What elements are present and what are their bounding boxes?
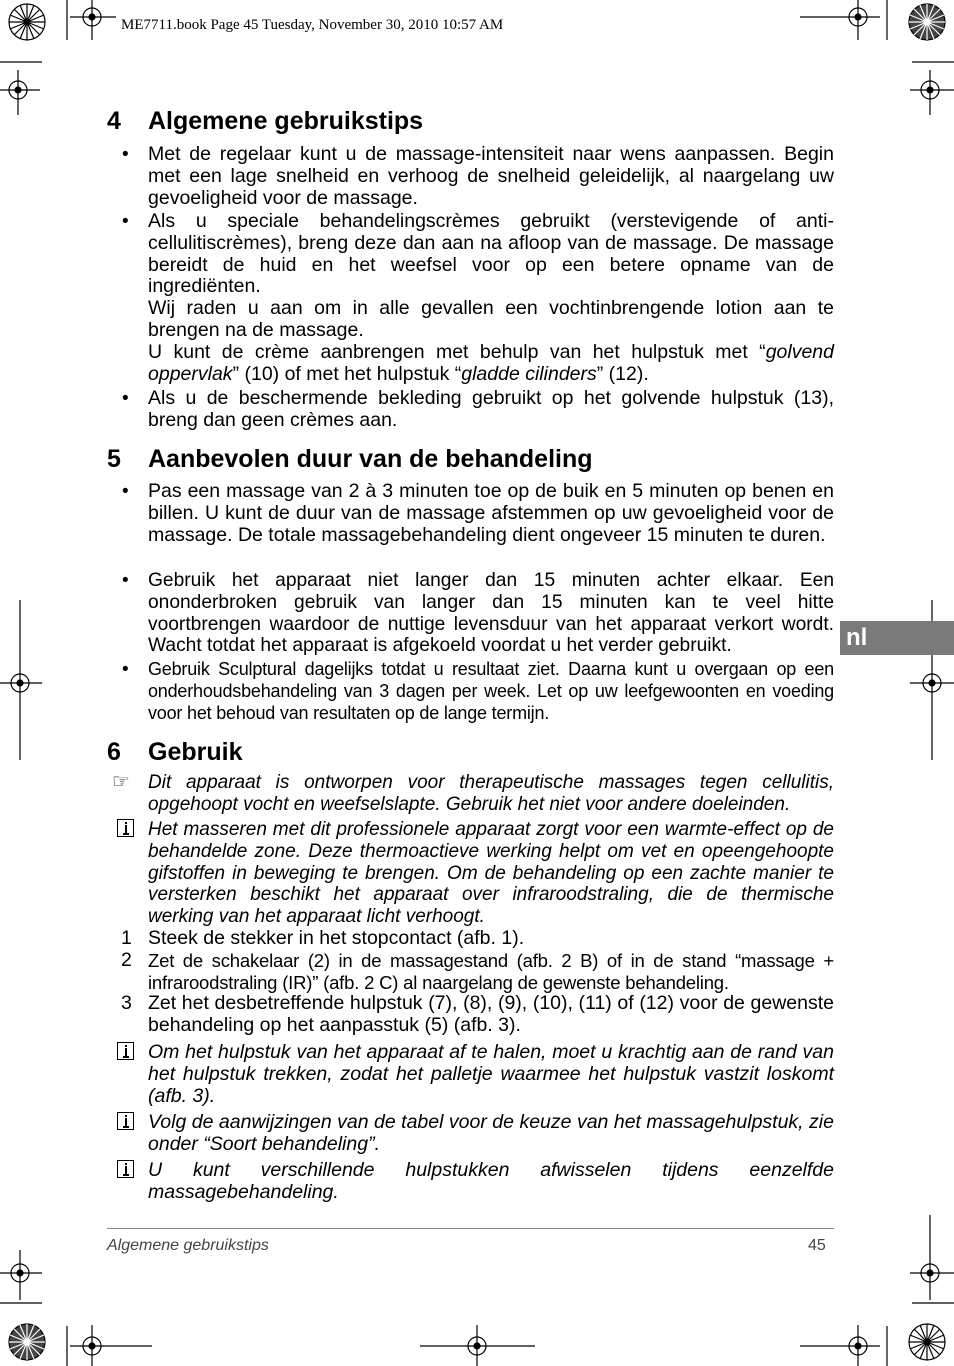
footer-divider (107, 1228, 834, 1229)
section-number: 5 (107, 445, 121, 473)
info-icon (117, 819, 134, 837)
warning-text: Dit apparaat is ontworpen voor therapeutische massages tegen cellulitis, opgehoopt vocht en weefselslapte. Gebruik het niet voor andere doeleinden. (148, 772, 834, 815)
page-number: 45 (808, 1237, 826, 1254)
italic-term: golvend oppervlak (148, 341, 834, 385)
language-tab: nl (840, 621, 954, 655)
footer-section-title: Algemene gebruikstips (107, 1237, 269, 1254)
section-title: Algemene gebruikstips (148, 107, 424, 135)
text-run: U kunt de crème aanbrengen met behulp van het hulpstuk met “ (148, 341, 766, 363)
section-number: 4 (107, 107, 121, 135)
crosshair-target-right-3 (910, 1215, 954, 1300)
crosshair-target-left-3 (0, 1250, 42, 1300)
step-number: 3 (121, 992, 132, 1014)
pointing-hand-icon: ☞ (112, 771, 130, 793)
crosshair-target-left-2 (0, 600, 42, 760)
paragraph (148, 342, 834, 386)
step-text: Steek de stekker in het stopcontact (afb. 1). (148, 927, 525, 949)
paragraph: Gebruik Sculptural dagelijks totdat u resultaat ziet. Daarna kunt u overgaan op een onderhoudsbehandeling van 3 dagen per week. Let op uw leefgewoonten en voeding voor het behoud van resultaten op de lange termijn. (148, 659, 834, 723)
section-heading-4 (107, 107, 423, 135)
bullet-icon: • (122, 659, 129, 680)
crosshair-target-top-2 (800, 0, 880, 40)
step-number: 1 (121, 927, 132, 949)
crosshair-target-right-1 (910, 70, 954, 115)
step-text: Zet de schakelaar (2) in de massagestand (afb. 2 B) of in de stand “massage + infraroodstraling (IR)” (afb. 2 C) al naargelang de gewenste behandeling. (148, 950, 834, 993)
bullet-icon: • (122, 211, 129, 232)
print-header: ME7711.book Page 45 Tuesday, November 30, 2010 10:57 AM (121, 17, 504, 33)
paragraph: Pas een massage van 2 à 3 minuten toe op de buik en 5 minuten op benen en billen. U kunt de duur van de massage afstemmen op uw gevoeligheid voor de massage. De totale massagebehandeling dient ongeveer 15 minuten te duren. (148, 480, 834, 546)
registration-starburst-bottom-left (9, 1324, 45, 1360)
bullet-icon: • (122, 481, 129, 502)
note-text: Het masseren met dit professionele apparaat zorgt voor een warmte-effect op de behandelde zone. Deze thermoactieve werking helpt om vet en opeengehoopte gifstoffen in beweging te brengen. Om de behandeling op een zachte manier te versterken beschikt het apparaat over infraroodstraling, die de thermische werking van het apparaat licht verhoogt. (148, 819, 834, 928)
step-number: 2 (121, 949, 132, 971)
crosshair-target-top-1 (70, 0, 116, 40)
registration-starburst-top-left (9, 4, 45, 40)
paragraph: Met de regelaar kunt u de massage-intensiteit naar wens aanpassen. Begin met een lage snelheid en verhoog de snelheid geleidelijk, al naargelang uw gevoeligheid voor de massage. (148, 143, 834, 209)
bullet-icon: • (122, 388, 129, 409)
registration-starburst-top-right (909, 4, 945, 40)
info-icon (117, 1160, 134, 1178)
section-title: Aanbevolen duur van de behandeling (148, 445, 593, 473)
note-text: Volg de aanwijzingen van de tabel voor de keuze van het massagehulpstuk, zie onder “Soort behandeling”. (148, 1111, 834, 1155)
paragraph: Gebruik het apparaat niet langer dan 15 minuten achter elkaar. Een ononderbroken gebruik van langer dan 15 minuten kan te veel hitte voortbrengen waardoor de nuttige levensduur van het apparaat verkort wordt. Wacht totdat het apparaat is afgekoeld voordat u het verder gebruikt. (148, 570, 834, 657)
italic-term: gladde cilinders (461, 362, 597, 385)
section-heading-6 (107, 738, 242, 766)
crosshair-target-bottom-3 (800, 1325, 880, 1366)
paragraph: Als u speciale behandelingscrèmes gebruikt (verstevigende of anti-cellulitiscrèmes), breng deze dan aan na afloop van de massage. De massage bereidt de huid en het weefsel voor op een betere opname van de ingrediënten. (148, 210, 834, 298)
crosshair-target-bottom-1 (70, 1325, 152, 1366)
bullet-icon: • (122, 144, 129, 165)
section-number: 6 (107, 738, 121, 766)
step-text: Zet het desbetreffende hulpstuk (7), (8), (9), (10), (11) of (12) voor de gewenste behandeling op het aanpasstuk (5) (afb. 3). (148, 992, 834, 1036)
section-heading-5 (107, 445, 593, 473)
crosshair-target-left-1 (0, 70, 40, 115)
section-title: Gebruik (148, 738, 243, 766)
info-icon (117, 1112, 134, 1130)
note-text: Om het hulpstuk van het apparaat af te halen, moet u krachtig aan de rand van het hulpstuk trekken, zodat het palletje waarmee het hulpstuk vastzit loskomt (afb. 3). (148, 1041, 834, 1107)
paragraph: Wij raden u aan om in alle gevallen een vochtinbrengende lotion aan te brengen na de massage. (148, 297, 834, 341)
bullet-icon: • (122, 570, 129, 591)
text-run: ” (10) of met het hulpstuk “ (232, 362, 462, 385)
crosshair-target-bottom-2 (420, 1325, 535, 1366)
paragraph: Als u de beschermende bekleding gebruikt op het golvende hulpstuk (13), breng dan geen crèmes aan. (148, 387, 834, 431)
info-icon (117, 1042, 134, 1060)
note-text: U kunt verschillende hulpstukken afwisselen tijdens eenzelfde massagebehandeling. (148, 1159, 834, 1203)
registration-starburst-bottom-right (909, 1324, 945, 1360)
text-run: ” (12). (596, 362, 649, 385)
